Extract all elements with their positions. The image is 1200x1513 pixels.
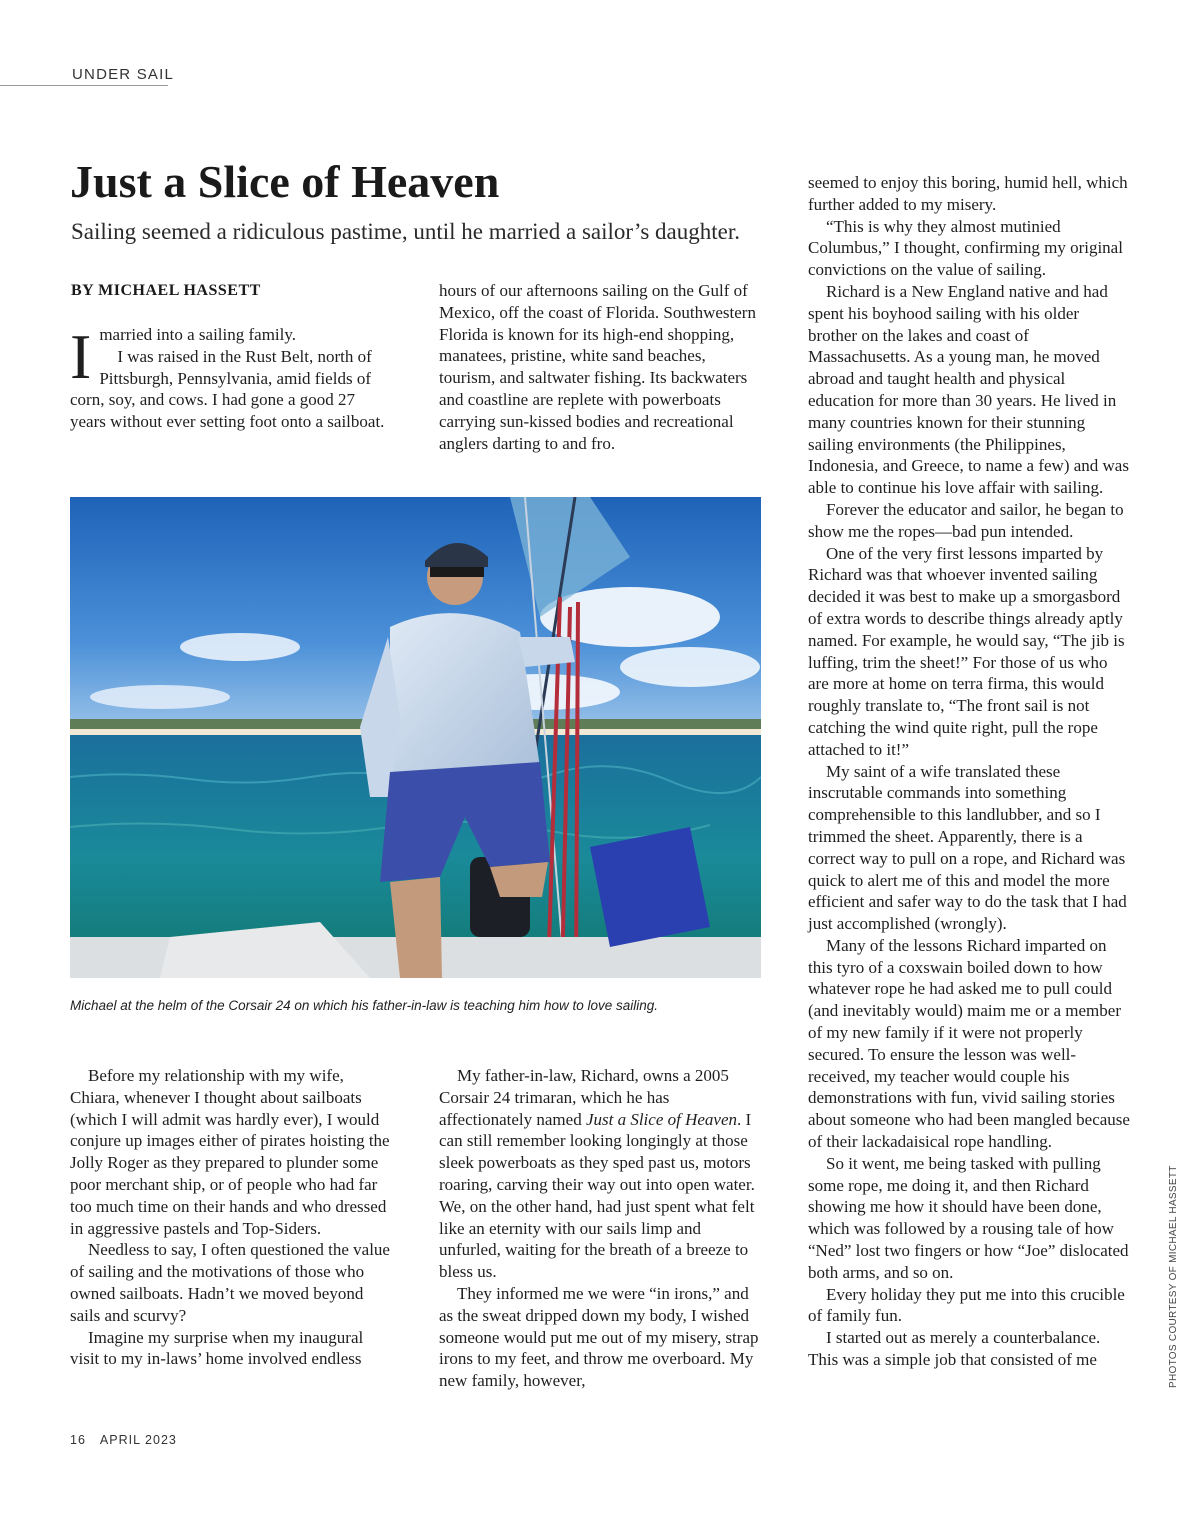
text-run: My father-in-law, Richard, owns a 2005 Corsair 24 trimaran, which he has affectionately named [439, 1066, 729, 1129]
body-paragraph: I started out as merely a counterbalance. This was a simple job that consisted of me [808, 1328, 1101, 1370]
body-paragraph: They informed me we were “in irons,” and as the sweat dripped down my body, I wished someone would put me out of my misery, strap irons to my feet, and throw me overboard. My new family, however, [439, 1283, 759, 1391]
deck: Sailing seemed a ridiculous pastime, until he married a sailor’s daughter. [71, 219, 740, 244]
body-paragraph: So it went, me being tasked with pulling some rope, me doing it, and then Richard showing me how it should have been done, which was followed by a rousing tale of how “Ned” lost two fingers or how “Joe” dislocated both arms, and so on. [808, 1153, 1129, 1282]
intro-first-line: married into a sailing family. [99, 325, 297, 344]
page-number: 16 [70, 1433, 86, 1447]
issue-date: APRIL 2023 [99, 1433, 177, 1447]
column-1-bottom [70, 1065, 394, 1370]
intro-paragraph-2: I was raised in the Rust Belt, north of Pittsburgh, Pennsylvania, amid fields of corn, soy, and cows. I had gone a good 27 years without ever setting foot onto a sailboat. [70, 346, 385, 432]
hero-photo [70, 497, 761, 978]
section-label: UNDER SAIL [72, 66, 175, 83]
body-paragraph [439, 1065, 763, 1283]
body-paragraph: seemed to enjoy this boring, humid hell, which further added to my misery. [808, 173, 1128, 214]
text-run: . I can still remember looking longingly at those sleek powerboats as they sped past us, motors roaring, carving their way out into open water. We, on the other hand, had just spent what felt like an eternity with our sails limp and unfurled, waiting for the breath of a breeze to bless us. [439, 1109, 755, 1282]
body-paragraph: Many of the lessons Richard imparted on this tyro of a coxswain boiled down to how whatever rope he had asked me to pull could (and inevitably would) maim me or a member of my new family if it were not properly secured. To ensure the lesson was well-received, my teacher would couple his demonstrations with fun, vivid sailing stories about someone who had been mangled because of their lackadaisical rope handling. [808, 935, 1130, 1152]
body-paragraph: My saint of a wife translated these inscrutable commands into something comprehensible to this landlubber, and so I trimmed the sheet. Apparently, there is a correct way to pull on a rope, and Richard was quick to alert me of this and model the more efficient and safer way to do the task that I had just accomplished (wrongly). [808, 761, 1127, 934]
body-paragraph: Forever the educator and sailor, he began to show me the ropes—bad pun intended. [808, 499, 1124, 541]
column-2-top-paragraph: hours of our afternoons sailing on the Gulf of Mexico, off the coast of Florida. Southwestern Florida is known for its high-end shopping, manatees, pristine, white sand beaches, tourism, and saltwater fishing. Its backwaters and coastline are replete with powerboats carrying sun-kissed bodies and recreational anglers darting to and fro. [439, 281, 756, 453]
folio [70, 1433, 177, 1447]
column-2-top [439, 280, 765, 454]
body-paragraph: Needless to say, I often questioned the value of sailing and the motivations of those who owned sailboats. Hadn’t we moved beyond sails and scurvy? [70, 1240, 390, 1325]
body-paragraph: Before my relationship with my wife, Chiara, whenever I thought about sailboats (which I will admit was hardly ever), I would conjure up images either of pirates hoisting the Jolly Roger as they prepared to plunder some poor merchant ship, or of people who had far too much time on their hands and who dressed in aggressive pastels and Top-Siders. [70, 1066, 390, 1238]
intro-column [70, 321, 388, 433]
body-paragraph: Richard is a New England native and had spent his boyhood sailing with his older brother on the lakes and coast of Massachusetts. As a young man, he moved abroad and taught health and physical education for more than 30 years. He lived in many countries known for their stunning sailing environments (the Philippines, Indonesia, and Greece, to name a few) and was able to continue his love affair with sailing. [808, 281, 1129, 498]
drop-cap: I [70, 321, 92, 392]
body-paragraph: Imagine my surprise when my inaugural visit to my in-laws’ home involved endless [70, 1327, 364, 1369]
byline: BY MICHAEL HASSETT [71, 282, 261, 299]
body-paragraph: One of the very first lessons imparted by Richard was that whoever invented sailing decided it was best to make up a smorgasbord of extra words to describe things already aptly named. For example, he would say, “The jib is luffing, trim the sheet!” For those of us who are more at home on terra firma, this would roughly translate to, “The front sail is not catching the wind quite right, pull the rope attached to it!” [808, 543, 1125, 759]
boat-name: Just a Slice of Heaven [585, 1109, 738, 1129]
body-paragraph: Every holiday they put me into this crucible of family fun. [808, 1284, 1125, 1326]
headline: Just a Slice of Heaven [70, 156, 500, 207]
body-paragraph: “This is why they almost mutinied Columbus,” I thought, confirming my original convictions on the value of sailing. [808, 216, 1123, 280]
photo-credit: PHOTOS COURTESY OF MICHAEL HASSETT [1168, 1165, 1179, 1388]
section-rule [0, 85, 168, 86]
column-2-bottom [439, 1065, 763, 1392]
column-3 [808, 172, 1132, 1371]
photo-caption: Michael at the helm of the Corsair 24 on which his father-in-law is teaching him how to love sailing. [70, 998, 659, 1013]
